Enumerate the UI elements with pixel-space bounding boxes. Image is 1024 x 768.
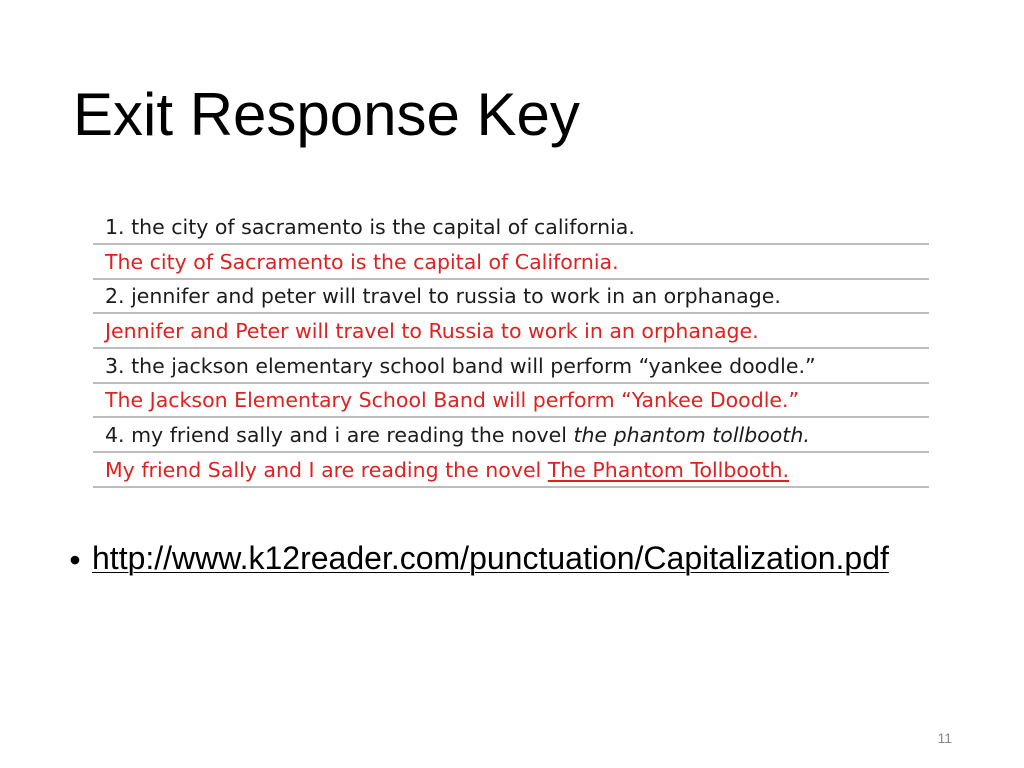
original-sentence-4-book-title: the phantom tollbooth.: [573, 423, 810, 448]
corrected-sentence-3: The Jackson Elementary School Band will perform “Yankee Doodle.”: [93, 385, 929, 418]
bullet-item: [60, 540, 960, 580]
corrected-sentence-4-prefix: My friend Sally and I are reading the novel: [105, 457, 548, 482]
corrected-sentence-2: Jennifer and Peter will travel to Russia to work in an orphanage.: [93, 316, 929, 349]
source-link[interactable]: http://www.k12reader.com/punctuation/Capitalization.pdf: [92, 540, 889, 576]
page-number: 11: [937, 730, 952, 746]
original-sentence-2: 2. jennifer and peter will travel to russia to work in an orphanage.: [93, 281, 929, 314]
corrected-sentence-1: The city of Sacramento is the capital of California.: [93, 247, 929, 280]
corrected-sentence-4-book-title: The Phantom Tollbooth.: [547, 457, 790, 482]
corrected-sentence-4: [93, 455, 929, 488]
original-sentence-3: 3. the jackson elementary school band will perform “yankee doodle.”: [93, 351, 929, 384]
original-sentence-4: [93, 420, 929, 453]
answer-key-image: [93, 212, 929, 482]
slide-title: Exit Response Key: [73, 81, 580, 148]
original-sentence-4-prefix: 4. my friend sally and i are reading the novel: [105, 423, 574, 448]
bullet-dot-icon: •: [69, 542, 81, 578]
original-sentence-1: 1. the city of sacramento is the capital of california.: [93, 212, 929, 245]
bullet-list: [60, 540, 960, 580]
